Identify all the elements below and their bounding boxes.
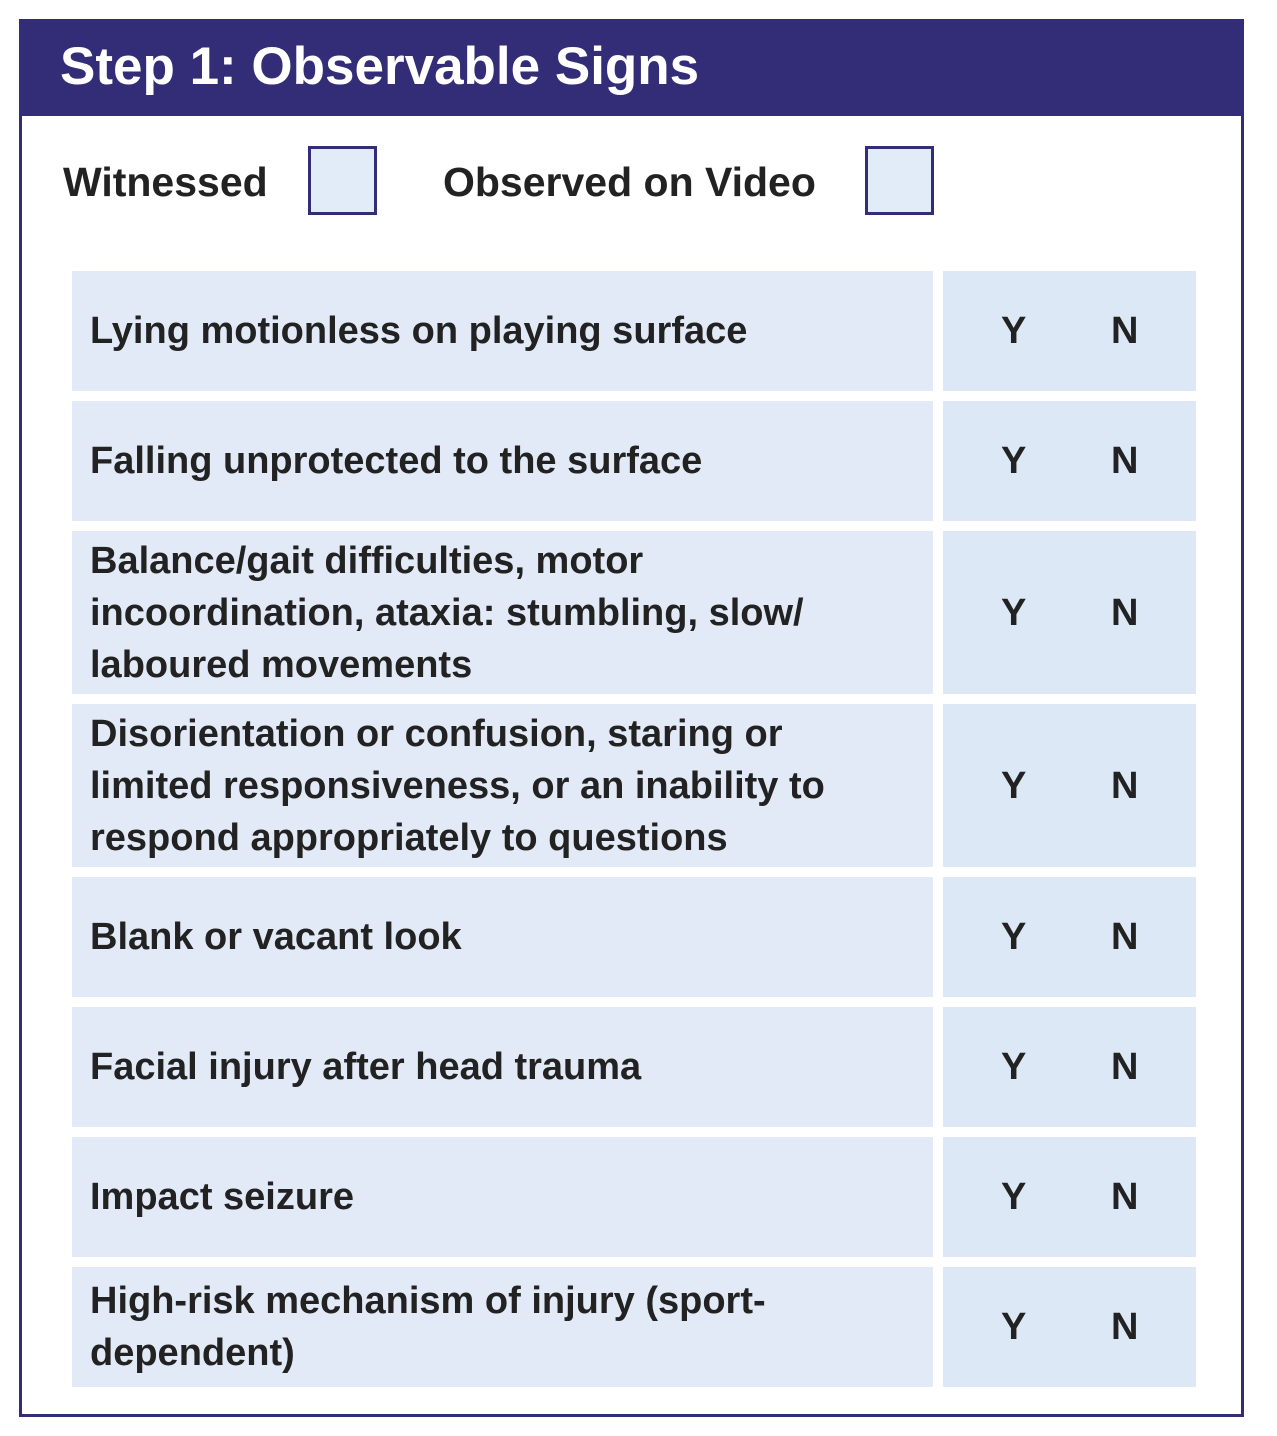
sign-row-disorientation: [72, 704, 1196, 867]
no-option[interactable]: N: [1111, 310, 1139, 352]
yn-cell: [943, 1007, 1196, 1127]
yes-option[interactable]: Y: [1001, 916, 1027, 958]
sign-text: High-risk mechanism of injury (sport-dependent): [90, 1280, 766, 1374]
yes-option[interactable]: Y: [1001, 310, 1027, 352]
sign-row-balance-gait: [72, 531, 1196, 694]
no-option[interactable]: N: [1111, 1306, 1139, 1348]
sign-text: Facial injury after head trauma: [90, 1046, 642, 1088]
no-option[interactable]: N: [1111, 1176, 1139, 1218]
sign-cell: [72, 1267, 933, 1387]
sign-cell: [72, 877, 933, 997]
sign-row-impact-seizure: [72, 1137, 1196, 1257]
yn-cell: [943, 401, 1196, 521]
sign-row-high-risk-mechanism: [72, 1267, 1196, 1387]
sign-cell: [72, 704, 933, 867]
witnessed-label: Witnessed: [63, 159, 268, 205]
sign-row-facial-injury: [72, 1007, 1196, 1127]
yes-option[interactable]: Y: [1001, 591, 1027, 634]
no-option[interactable]: N: [1111, 1046, 1139, 1088]
signs-table: [72, 271, 1196, 1387]
panel-header: [22, 22, 1241, 116]
yes-option[interactable]: Y: [1001, 764, 1027, 807]
sign-text: Blank or vacant look: [90, 916, 462, 958]
sign-text: Balance/gait difficulties, motor incoordination, ataxia: stumbling, slow/ laboured movements: [90, 539, 804, 686]
yn-cell: [943, 1267, 1196, 1387]
no-option[interactable]: N: [1111, 440, 1139, 482]
yes-option[interactable]: Y: [1001, 1046, 1027, 1088]
no-option[interactable]: N: [1111, 591, 1139, 634]
yes-option[interactable]: Y: [1001, 440, 1027, 482]
yes-option[interactable]: Y: [1001, 1176, 1027, 1218]
no-option[interactable]: N: [1111, 764, 1139, 807]
sign-cell: [72, 1137, 933, 1257]
yn-cell: [943, 531, 1196, 694]
no-option[interactable]: N: [1111, 916, 1139, 958]
yn-cell: [943, 1137, 1196, 1257]
sign-text: Disorientation or confusion, staring or limited responsiveness, or an inability to respond appropriately to questions: [90, 712, 825, 859]
yes-option[interactable]: Y: [1001, 1306, 1027, 1348]
panel-title: Step 1: Observable Signs: [60, 37, 700, 96]
sign-cell: [72, 401, 933, 521]
sign-row-lying-motionless: [72, 271, 1196, 391]
sign-row-falling-unprotected: [72, 401, 1196, 521]
video-checkbox[interactable]: [865, 146, 934, 215]
witnessed-checkbox[interactable]: [308, 146, 377, 215]
yn-cell: [943, 877, 1196, 997]
sign-cell: [72, 1007, 933, 1127]
video-label: Observed on Video: [443, 159, 816, 205]
yn-cell: [943, 704, 1196, 867]
observable-signs-panel: [19, 19, 1244, 1417]
sign-row-blank-look: [72, 877, 1196, 997]
sign-text: Falling unprotected to the surface: [90, 440, 703, 482]
sign-text: Impact seizure: [90, 1176, 354, 1218]
sign-cell: [72, 271, 933, 391]
yn-cell: [943, 271, 1196, 391]
sign-cell: [72, 531, 933, 694]
sign-text: Lying motionless on playing surface: [90, 310, 748, 352]
